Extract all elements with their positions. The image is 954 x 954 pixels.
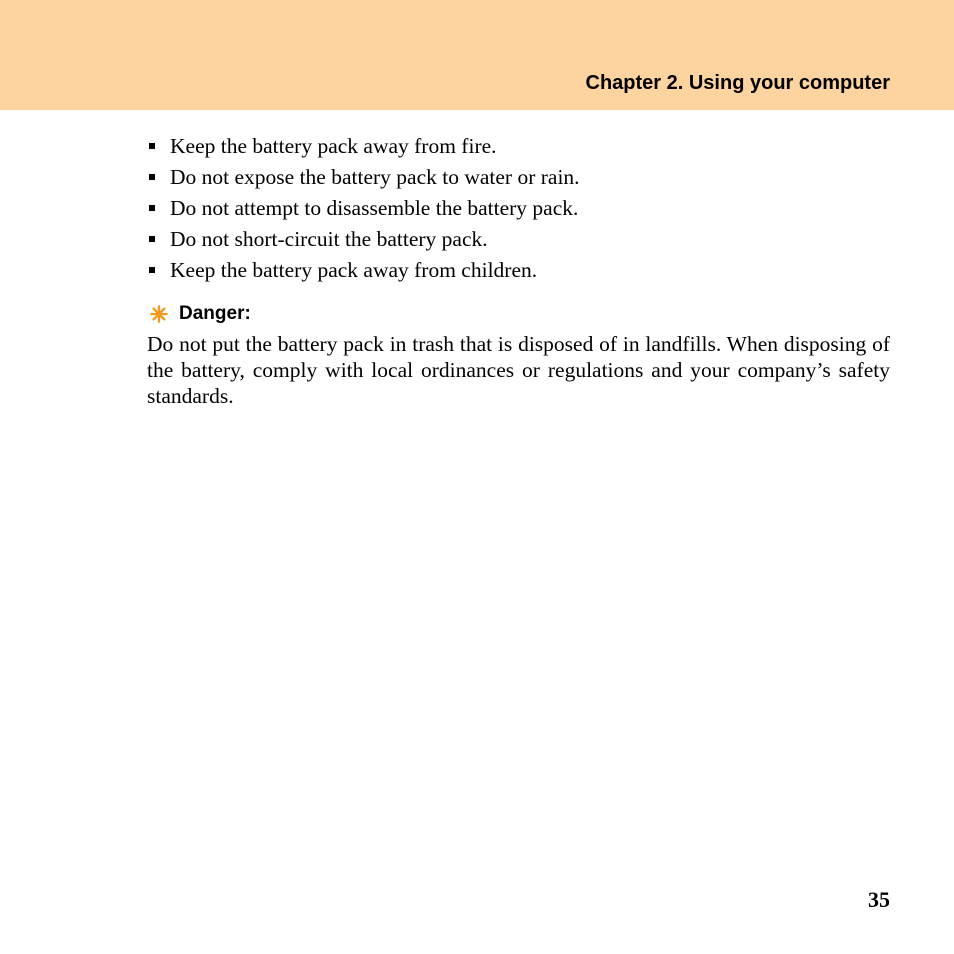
- list-item-text: Do not attempt to disassemble the battery pack.: [170, 196, 579, 220]
- chapter-title: Chapter 2. Using your computer: [585, 72, 890, 94]
- square-bullet-icon: [149, 205, 155, 211]
- safety-bullet-list: [148, 131, 580, 286]
- square-bullet-icon: [149, 143, 155, 149]
- list-item: [148, 162, 580, 193]
- square-bullet-icon: [149, 267, 155, 273]
- list-item: [148, 131, 580, 162]
- list-item-text: Keep the battery pack away from children.: [170, 258, 538, 282]
- danger-star-icon: [150, 305, 168, 323]
- list-item: [148, 224, 580, 255]
- danger-heading: [150, 301, 251, 327]
- page-number: 35: [868, 887, 890, 912]
- list-item: [148, 193, 580, 224]
- list-item-text: Keep the battery pack away from fire.: [170, 134, 497, 158]
- square-bullet-icon: [149, 236, 155, 242]
- list-item-text: Do not expose the battery pack to water or rain.: [170, 165, 580, 189]
- list-item: [148, 255, 580, 286]
- square-bullet-icon: [149, 174, 155, 180]
- list-item-text: Do not short-circuit the battery pack.: [170, 227, 488, 251]
- danger-label: Danger:: [179, 303, 251, 324]
- danger-paragraph: Do not put the battery pack in trash that is disposed of in landfills. When disposing of the battery, comply with local ordinances or regulations and your company’s safety standards.: [147, 332, 890, 408]
- header-band: [0, 0, 954, 110]
